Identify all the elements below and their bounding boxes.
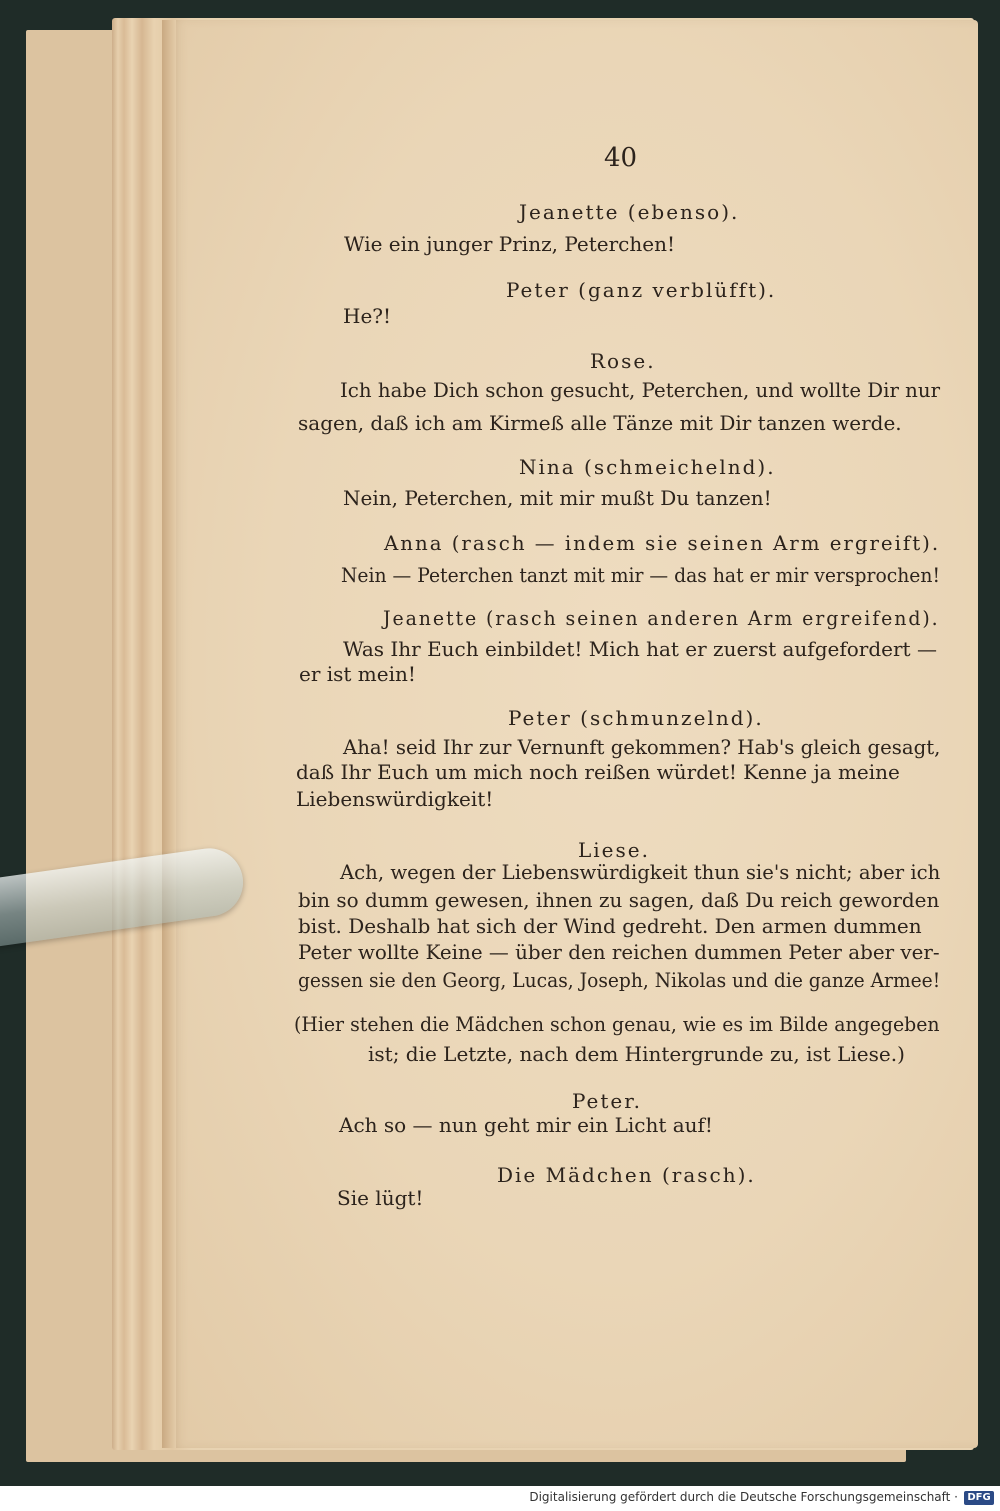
dialogue-line: He?!: [343, 304, 392, 328]
dialogue-line: Ich habe Dich schon gesucht, Peterchen, und wollte Dir nur: [340, 378, 941, 402]
dialogue-line: Liebenswürdigkeit!: [296, 787, 494, 811]
dialogue-line: bin so dumm gewesen, ihnen zu sagen, daß Du reich geworden: [298, 888, 940, 912]
dialogue-line: Peter wollte Keine — über den reichen dummen Peter aber ver-: [298, 940, 940, 964]
speaker-peter: Peter (ganz verblüfft).: [506, 278, 777, 302]
stage-direction: (Hier stehen die Mädchen schon genau, wie es im Bilde angegeben: [294, 1012, 940, 1036]
dialogue-line: Nein — Peterchen tanzt mit mir — das hat er mir versprochen!: [341, 563, 940, 587]
dialogue-line: Nein, Peterchen, mit mir mußt Du tanzen!: [343, 486, 772, 510]
speaker-liese: Liese.: [578, 838, 650, 862]
stage-direction: ist; die Letzte, nach dem Hintergrunde zu, ist Liese.): [368, 1042, 905, 1066]
page-number: 40: [604, 143, 638, 173]
dfg-logo: DFG: [964, 1491, 994, 1505]
dialogue-line: Sie lügt!: [337, 1186, 424, 1210]
speaker-maedchen: Die Mädchen (rasch).: [497, 1163, 756, 1187]
speaker-jeanette: Jeanette (ebenso).: [519, 200, 740, 224]
speaker-peter: Peter (schmunzelnd).: [508, 706, 764, 730]
dialogue-line: daß Ihr Euch um mich noch reißen würdet! Kenne ja meine: [296, 760, 900, 784]
dialogue-line: sagen, daß ich am Kirmeß alle Tänze mit Dir tanzen werde.: [298, 411, 902, 435]
dialogue-line: er ist mein!: [299, 662, 416, 686]
footer-bar: [0, 1486, 1000, 1511]
dialogue-line: gessen sie den Georg, Lucas, Joseph, Nikolas und die ganze Armee!: [298, 968, 941, 992]
dialogue-line: bist. Deshalb hat sich der Wind gedreht. Den armen dummen: [298, 914, 922, 938]
page-gutter: [162, 20, 176, 1448]
speaker-peter: Peter.: [572, 1089, 642, 1113]
speaker-rose: Rose.: [590, 349, 656, 373]
dialogue-line: Wie ein junger Prinz, Peterchen!: [344, 232, 675, 256]
dialogue-line: Aha! seid Ihr zur Vernunft gekommen? Hab's gleich gesagt,: [343, 735, 941, 759]
dialogue-line: Ach so — nun geht mir ein Licht auf!: [339, 1113, 713, 1137]
speaker-anna: Anna (rasch — indem sie seinen Arm ergreift).: [384, 531, 941, 555]
dialogue-line: Was Ihr Euch einbildet! Mich hat er zuerst aufgefordert —: [343, 637, 937, 661]
speaker-nina: Nina (schmeichelnd).: [519, 455, 776, 479]
dialogue-line: Ach, wegen der Liebenswürdigkeit thun sie's nicht; aber ich: [340, 860, 941, 884]
funding-notice: Digitalisierung gefördert durch die Deutsche Forschungsgemeinschaft ·: [529, 1490, 958, 1504]
speaker-jeanette: Jeanette (rasch seinen anderen Arm ergreifend).: [383, 606, 940, 630]
